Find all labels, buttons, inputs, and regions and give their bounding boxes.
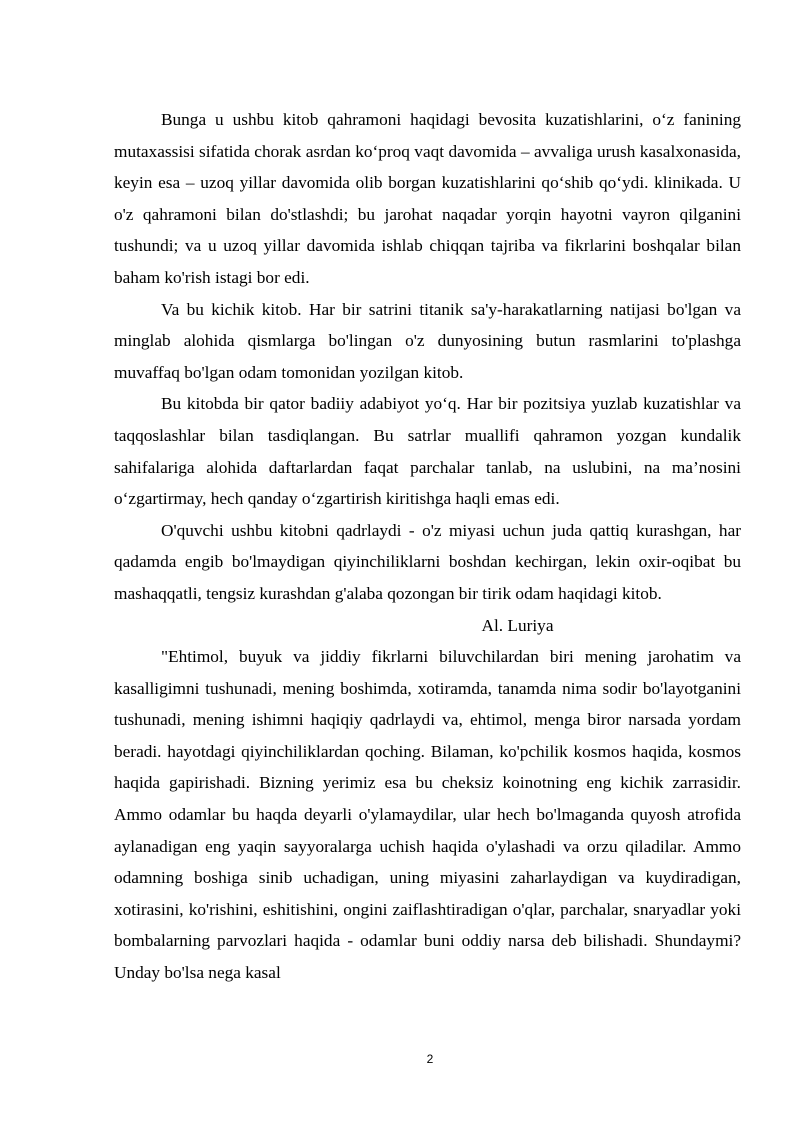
- quote-paragraph: "Ehtimol, buyuk va jiddiy fikrlarni biluvchilardan biri mening jarohatim va kasalligimni tushunadi, mening boshimda, xotiramda, tanamda nima sodir bo'layotganini tushunadi, mening ishimni haqiqiy qadrlaydi va, ehtimol, menga biror narsada yordam beradi. hayotdagi qiyinchiliklardan qoching. Bilaman, ko'pchilik kosmos haqida, kosmos haqida gapirishadi. Bizning yerimiz esa bu cheksiz koinotning eng kichik zarrasidir. Ammo odamlar bu haqda deyarli o'ylamaydilar, ular hech bo'lmaganda quyosh atrofida aylanadigan eng yaqin sayyoralarga uchish haqida o'ylashadi va orzu qiladilar. Ammo odamning boshiga sinib uchadigan, uning miyasini zaharlaydigan va kuydiradigan, xotirasini, ko'rishini, eshitishini, ongini zaiflashtiradigan o'qlar, parchalar, snaryadlar yoki bombalarning parvozlari haqida - odamlar buni oddiy narsa deb bilishadi. Shundaymi? Unday bo'lsa nega kasal: [114, 647, 741, 983]
- body-text: [114, 104, 741, 989]
- paragraph-2: Va bu kichik kitob. Har bir satrini titanik sa'y-harakatlarning natijasi bo'lgan va minglab alohida qismlarga bo'lingan o'z dunyosining butun rasmlarini to'plashga muvaffaq bo'lgan odam tomonidan yozilgan kitob.: [114, 299, 741, 382]
- page-number: 2: [426, 1052, 434, 1066]
- paragraph-3: Bu kitobda bir qator badiiy adabiyot yo‘q. Har bir pozitsiya yuzlab kuzatishlar va taqqoslashlar bilan tasdiqlangan. Bu satrlar muallifi qahramon yozgan kundalik sahifalariga alohida daftarlardan faqat parchalar tanlab, na uslubini, na ma’nosini o‘zgartirmay, hech qanday o‘zgartirish kiritishga haqli emas edi.: [114, 394, 741, 509]
- paragraph-1: Bunga u ushbu kitob qahramoni haqidagi bevosita kuzatishlarini, o‘z fanining mutaxassisi sifatida chorak asrdan ko‘proq vaqt davomida – avvaliga urush kasalxonasida, keyin esa – uzoq yillar davomida olib borgan kuzatishlarini qo‘shib qo‘ydi. klinikada. U o'z qahramoni bilan do'stlashdi; bu jarohat naqadar yorqin hayotni vayron qilganini tushundi; va u uzoq yillar davomida ishlab chiqqan tajriba va fikrlarini boshqalar bilan baham ko'rish istagi bor edi.: [114, 110, 741, 287]
- paragraph-4: O'quvchi ushbu kitobni qadrlaydi - o'z miyasi uchun juda qattiq kurashgan, har qadamda engib bo'lmaydigan qiyinchiliklarni boshdan kechirgan, lekin oxir-oqibat bu mashaqqatli, tengsiz kurashdan g'alaba qozongan bir tirik odam haqidagi kitob.: [114, 520, 741, 603]
- author-signature: Al. Luriya: [481, 615, 554, 635]
